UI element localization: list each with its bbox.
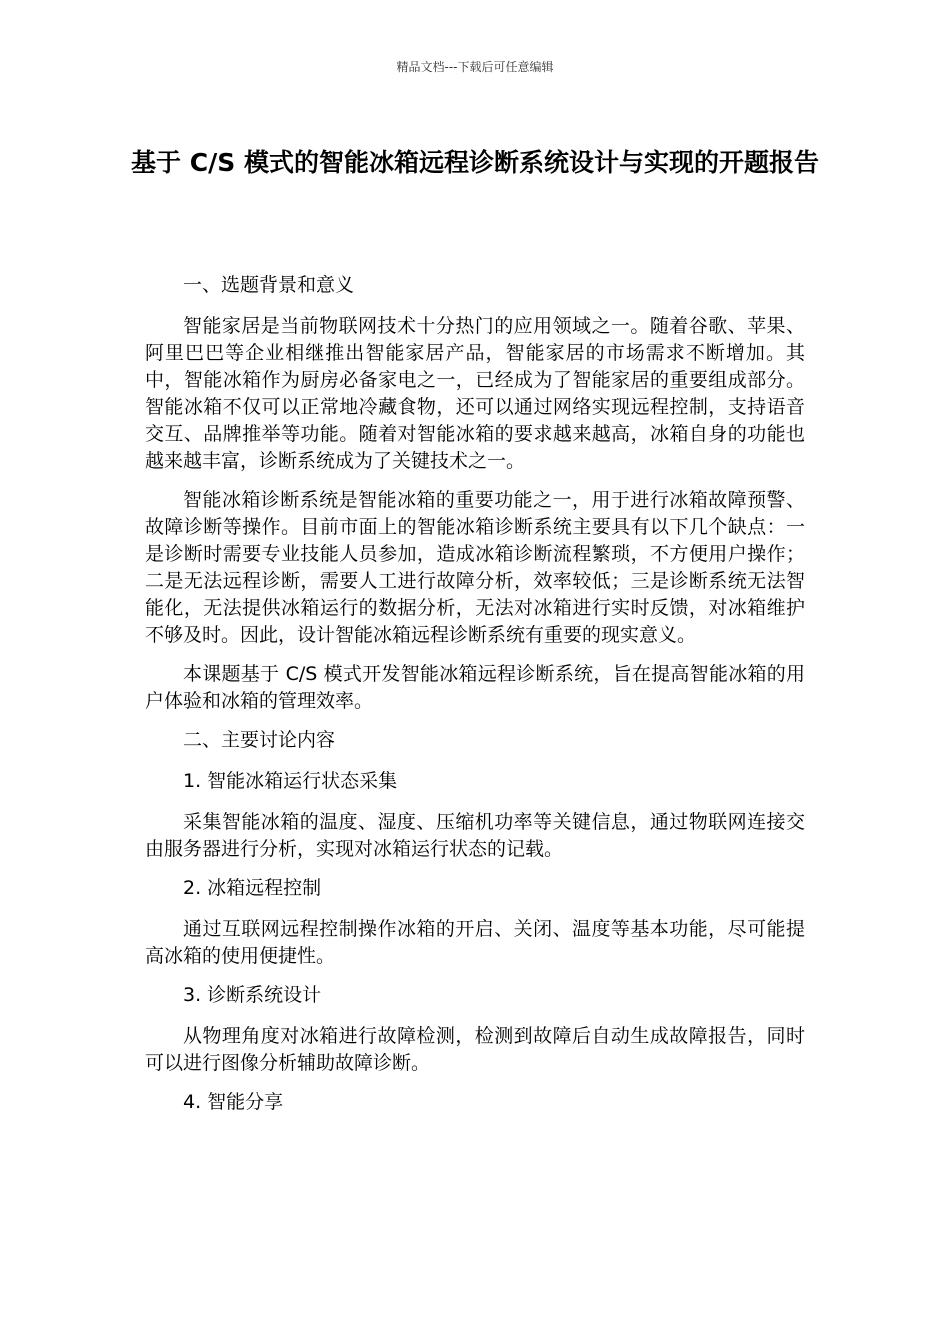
item-heading-1: 1. 智能冰箱运行状态采集 — [183, 770, 398, 792]
item-heading-3: 3. 诊断系统设计 — [183, 984, 322, 1006]
header-note: 精品文档---下载后可任意编辑 — [396, 60, 554, 74]
section-heading-content: 二、主要讨论内容 — [183, 729, 336, 751]
item-text-2: 通过互联网远程控制操作冰箱的开启、关闭、温度等基本功能，尽可能提高冰箱的使用便捷性。 — [145, 918, 805, 967]
paragraph-background-3: 本课题基于 C/S 模式开发智能冰箱远程诊断系统，旨在提高智能冰箱的用户体验和冰箱的管理效率。 — [145, 663, 805, 712]
paragraph-background-1: 智能家居是当前物联网技术十分热门的应用领域之一。随着谷歌、苹果、阿里巴巴等企业相继推出智能家居产品，智能家居的市场需求不断增加。其中，智能冰箱作为厨房必备家电之一，已经成为了智能家居的重要组成部分。智能冰箱不仅可以正常地冷藏食物，还可以通过网络实现远程控制，支持语音交互、品牌推举等功能。随着对智能冰箱的要求越来越高，冰箱自身的功能也越来越丰富，诊断系统成为了关键技术之一。 — [145, 315, 805, 472]
document-title: 基于 C/S 模式的智能冰箱远程诊断系统设计与实现的开题报告 — [131, 148, 819, 177]
section-heading-background: 一、选题背景和意义 — [183, 274, 355, 296]
item-text-3: 从物理角度对冰箱进行故障检测，检测到故障后自动生成故障报告，同时可以进行图像分析辅助故障诊断。 — [145, 1025, 805, 1074]
item-heading-2: 2. 冰箱远程控制 — [183, 877, 322, 899]
item-heading-4: 4. 智能分享 — [183, 1091, 284, 1113]
document-body — [145, 272, 805, 1130]
item-text-1: 采集智能冰箱的温度、湿度、压缩机功率等关键信息，通过物联网连接交由服务器进行分析，实现对冰箱运行状态的记载。 — [145, 811, 805, 860]
paragraph-background-2: 智能冰箱诊断系统是智能冰箱的重要功能之一，用于进行冰箱故障预警、故障诊断等操作。目前市面上的智能冰箱诊断系统主要具有以下几个缺点：一是诊断时需要专业技能人员参加，造成冰箱诊断流程繁琐，不方便用户操作；二是无法远程诊断，需要人工进行故障分析，效率较低；三是诊断系统无法智能化，无法提供冰箱运行的数据分析，无法对冰箱进行实时反馈，对冰箱维护不够及时。因此，设计智能冰箱远程诊断系统有重要的现实意义。 — [145, 489, 805, 646]
